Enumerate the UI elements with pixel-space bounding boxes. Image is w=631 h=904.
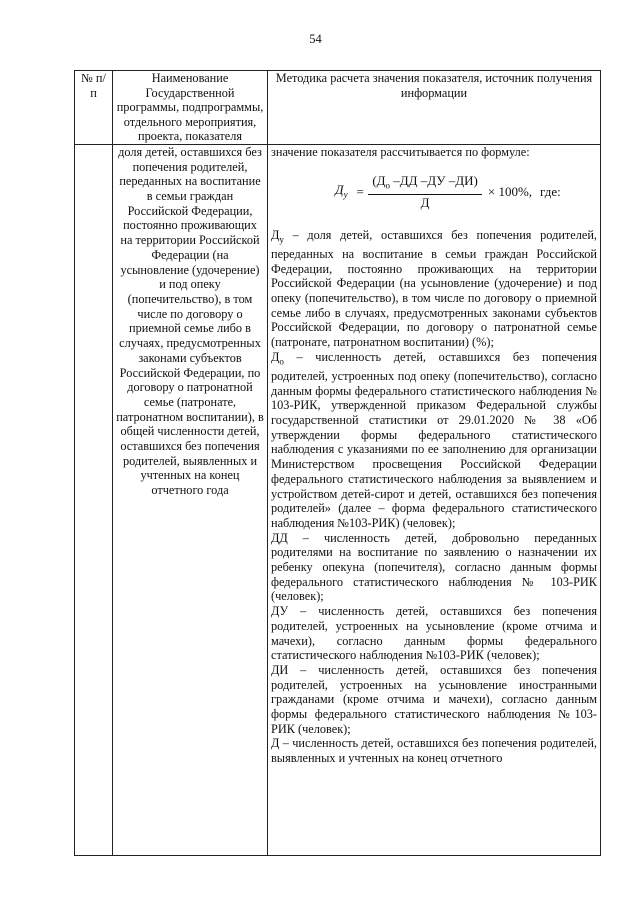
formula-fraction [368, 174, 482, 211]
definition-symbol: ДИ [271, 662, 289, 677]
definition-symbol-subscript: у [279, 234, 284, 245]
definition-symbol: Д [271, 349, 280, 364]
table-header-row [75, 71, 601, 145]
definition-item [271, 604, 597, 663]
definition-item [271, 228, 597, 350]
formula-times-percent: × 100%, [487, 183, 533, 199]
method-cell [268, 144, 601, 855]
definition-item [271, 736, 597, 765]
definitions-list [271, 228, 597, 766]
indicator-name-cell: доля детей, оставшихся без попечения родителей, переданных на воспитание в семьи граждан Российской Федерации, постоянно проживающих на территории Российской Федерации (на усыновление (удочерение) и под опеку (попечительство), в том числе по договору о приемной семье либо в случаях, предусмотренных законами субъектов Российской Федерации, по договору о патронатной семье (патронате, патронатном воспитании), в общей численности детей, оставшихся без попечения родителей, выявленных и учтенных на конец отчетного года [113, 144, 268, 855]
definition-symbol-subscript: о [279, 356, 284, 367]
formula-numerator: ($Д_о$ –ДД –ДУ –ДИ) [368, 174, 482, 195]
definition-text: – доля детей, оставшихся без попечения родителей, переданных на воспитание в семьи граждан Российской Федерации, постоянно проживающих на территории Российской Федерации (на усыновление (удочерение) и под опеку (попечительство), в том числе по договору о приемной семье либо в случаях, предусмотренных законами субъектов Российской Федерации, по договору о патронатной семье (патронате, патронатном воспитании) (%); [271, 227, 597, 350]
definition-text: – численность детей, оставшихся без попечения родителей, устроенных на усыновление (кроме отчима и мачехи), согласно данным формы федерального статистического наблюдения №103-РИК (человек); [271, 604, 597, 663]
formula [299, 174, 597, 211]
method-intro: значение показателя рассчитывается по формуле: [271, 144, 530, 159]
page-number: 54 [309, 32, 322, 46]
header-number: № п/п [75, 71, 113, 145]
table-row [75, 144, 601, 855]
definition-item [271, 350, 597, 531]
header-name: Наименование Государственной программы, подпрограммы, отдельного мероприятия, проекта, показателя [113, 71, 268, 145]
definition-item [271, 663, 597, 737]
definition-text: – численность детей, оставшихся без попечения родителей, устроенных на усыновление иностранными гражданами (кроме отчима и мачехи), согласно данным формы федерального статистического наблюдения №103-РИК (человек); [271, 662, 597, 736]
definition-symbol: ДД [271, 530, 288, 545]
definition-text: – численность детей, добровольно переданных родителями на воспитание по заявлению о назначении их ребенку опекуна (попечителя), согласно данным формы федерального статистического наблюдения № 103-РИК (человек); [271, 530, 597, 604]
formula-lhs: $Д_у$ [335, 181, 348, 200]
row-number-cell [75, 144, 113, 855]
formula-where: где: [540, 183, 561, 199]
definition-symbol: ДУ [271, 604, 289, 619]
formula-equals: = [355, 183, 365, 199]
definition-symbol: Д [271, 736, 280, 751]
definition-symbol: Д [271, 227, 280, 242]
definition-text: – численность детей, оставшихся без попечения родителей, выявленных и учтенных на конец отчетного [271, 736, 597, 766]
header-method: Методика расчета значения показателя, источник получения информации [268, 71, 601, 145]
indicator-table [74, 70, 601, 856]
definition-text: – численность детей, оставшихся без попечения родителей, устроенных под опеку (попечительство), согласно данным формы федерального статистического наблюдения № 103-РИК, утвержденной приказом Федеральной службы государственной статистики от 29.01.2020 № 38 «Об утверждении формы федерального статистического наблюдения с указаниями по ее заполнению для организации Министерством просвещения Российской Федерации федерального статистического наблюдения за выявлением и устройством детей-сирот и детей, оставшихся без попечения родителей» (далее – форма федерального статистического наблюдения №103-РИК) (человек); [271, 349, 597, 530]
formula-denominator: Д [420, 194, 430, 210]
definition-item [271, 531, 597, 605]
